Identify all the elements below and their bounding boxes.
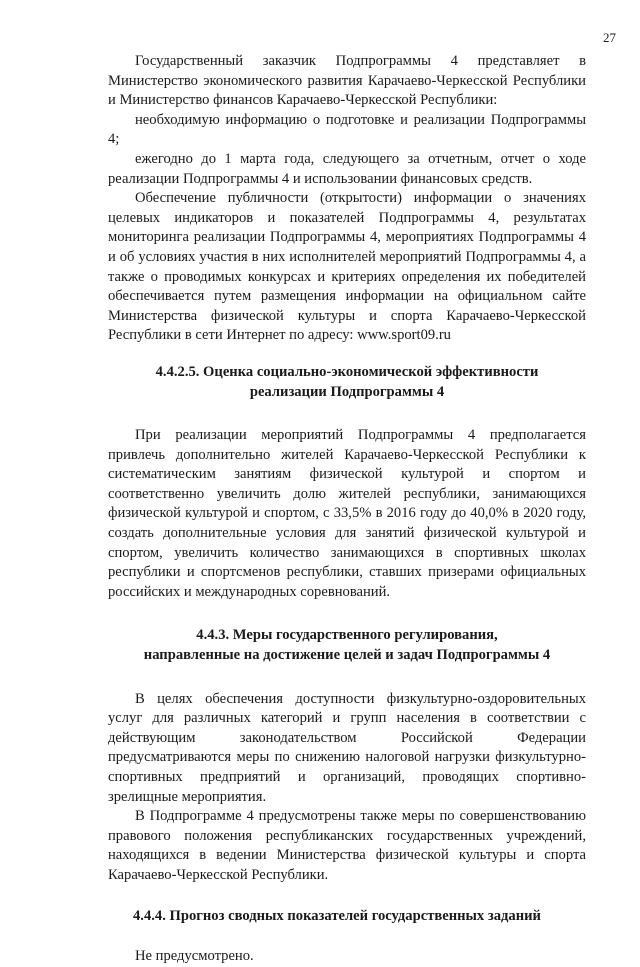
heading-line: направленные на достижение целей и задач Подпрограммы 4 [143,647,551,664]
section-heading-regulation [108,626,586,665]
document-body [108,52,586,967]
paragraph-publicity: Обеспечение публичности (открытости) информации о значениях целевых индикаторов и показателей Подпрограммы 4, результатах мониторинга реализации Подпрограммы 4, мероприятиях Подпрограммы 4 и об условиях участия в них исполнителей мероприятий Подпрограммы 4, а также о проводимых конкурсах и критериях определения их победителей обеспечивается путем размещения информации на официальном сайте Министерства физической культуры и спорта Карачаево-Черкесской Республики в сети Интернет по адресу: www.sport09.ru [108,190,586,344]
paragraph-not-provided: Не предусмотрено. [135,948,254,965]
heading-line: 4.4.3. Меры государственного регулирования, [196,627,498,644]
paragraph-annual-report: ежегодно до 1 марта года, следующего за отчетным, отчет о ходе реализации Подпрограммы 4 и использовании финансовых средств. [108,150,586,187]
paragraph-info-preparation: необходимую информацию о подготовке и реализации Подпрограммы 4; [108,111,586,148]
section-heading-efficiency [108,363,586,402]
heading-line: реализации Подпрограммы 4 [249,383,445,400]
paragraph-state-customer: Государственный заказчик Подпрограммы 4 представляет в Министерство экономического развития Карачаево-Черкесской Республики и Министерство финансов Карачаево-Черкесской Республики: [108,53,586,109]
paragraph-tax-measures: В целях обеспечения доступности физкультурно-оздоровительных услуг для различных категорий и групп населения в соответствии с действующим законодательством Российской Федерации предусматриваются меры по снижению налоговой нагрузки физкультурно-спортивных предприятий и организаций, проводящих спортивно-зрелищные мероприятия. [108,690,586,805]
paragraph-legal-measures: В Подпрограмме 4 предусмотрены также меры по совершенствованию правового положения республиканских государственных учреждений, находящихся в ведении Министерства физической культуры и спорта Карачаево-Черкесской Республики. [108,808,586,883]
paragraph-efficiency: При реализации мероприятий Подпрограммы 4 предполагается привлечь дополнительно жителей Карачаево-Черкесской Республики к систематическим занятиям физической культурой и спортом и соответственно увеличить долю жителей республики, занимающихся физической культурой и спортом, с 33,5% в 2016 году до 40,0% в 2020 году, создать дополнительные условия для занятий физической культурой и спортом, увеличить количество занимающихся в спортивных школах республики и спортсменов республики, ставших призерами официальных российских и международных соревнований. [108,427,586,600]
heading-line: 4.4.2.5. Оценка социально-экономической эффективности [155,363,539,380]
section-heading-forecast: 4.4.4. Прогноз сводных показателей государственных заданий [133,907,541,924]
page-number: 27 [603,30,616,45]
